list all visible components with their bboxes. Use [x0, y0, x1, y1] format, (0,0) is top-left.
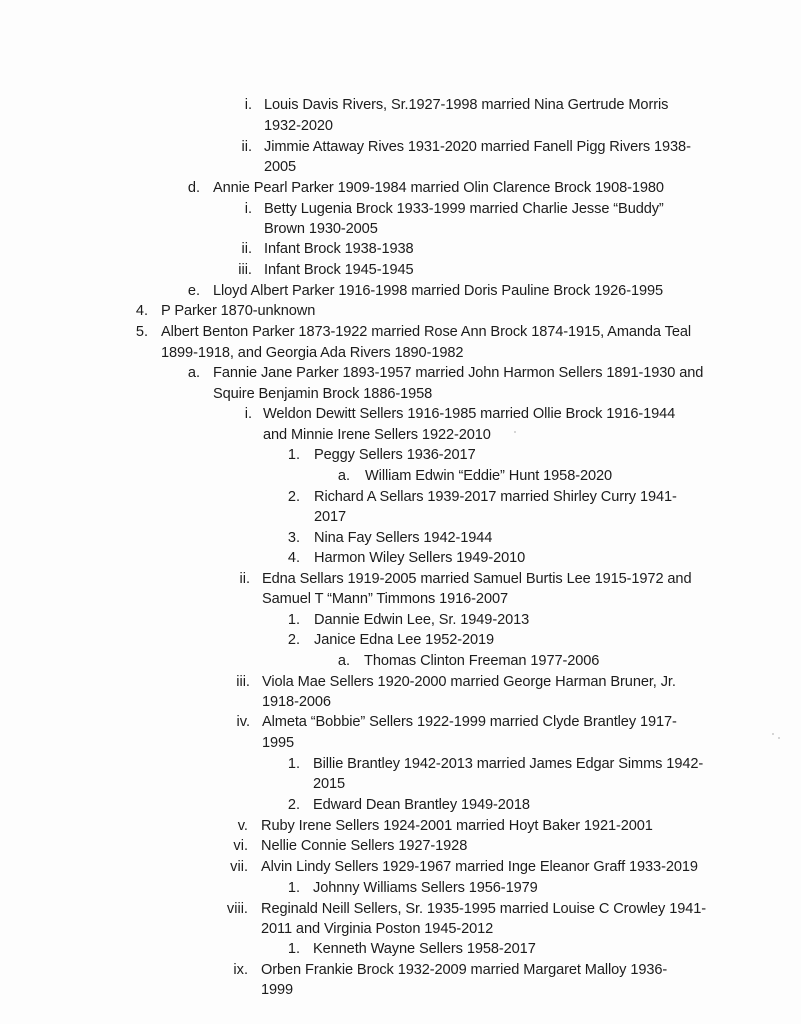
list-item: Annie Pearl Parker 1909-1984 married Olin Clarence Brock 1908-1980 [213, 180, 664, 196]
list-marker: ii. [239, 571, 250, 587]
list-item: Almeta “Bobbie” Sellers 1922-1999 married Clyde Brantley 1917- [262, 714, 677, 730]
list-marker: e. [187, 283, 200, 299]
list-item: Alvin Lindy Sellers 1929-1967 married Inge Eleanor Graff 1933-2019 [261, 859, 698, 875]
list-item: Jimmie Attaway Rives 1931-2020 married Fanell Pigg Rivers 1938- [264, 139, 691, 155]
list-item-continuation: and Minnie Irene Sellers 1922-2010 [263, 427, 491, 443]
list-marker: ii. [241, 139, 252, 155]
list-item: Lloyd Albert Parker 1916-1998 married Doris Pauline Brock 1926-1995 [213, 283, 664, 299]
list-item: Nellie Connie Sellers 1927-1928 [261, 838, 468, 854]
list-item: Orben Frankie Brock 1932-2009 married Margaret Malloy 1936- [261, 962, 668, 978]
list-marker: 2. [287, 632, 300, 648]
list-item-continuation: Squire Benjamin Brock 1886-1958 [213, 386, 433, 402]
list-item: Richard A Sellars 1939-2017 married Shirley Curry 1941- [314, 489, 677, 505]
list-marker: 5. [135, 324, 148, 340]
list-item: Johnny Williams Sellers 1956-1979 [313, 880, 538, 896]
list-marker: 4. [135, 303, 148, 319]
list-item: Billie Brantley 1942-2013 married James Edgar Simms 1942- [313, 756, 704, 772]
list-item: Ruby Irene Sellers 1924-2001 married Hoyt Baker 1921-2001 [261, 818, 653, 834]
list-item: Reginald Neill Sellers, Sr. 1935-1995 married Louise C Crowley 1941- [261, 901, 707, 917]
scan-speck [778, 737, 780, 739]
list-item-continuation: 2011 and Virginia Poston 1945-2012 [261, 921, 494, 937]
list-item: Albert Benton Parker 1873-1922 married Rose Ann Brock 1874-1915, Amanda Teal [161, 324, 692, 340]
list-marker: 1. [287, 612, 300, 628]
list-marker: a. [337, 653, 350, 669]
list-marker: 1. [287, 880, 300, 896]
list-marker: a. [187, 365, 200, 381]
list-marker: 1. [287, 447, 300, 463]
list-item-continuation: Samuel T “Mann” Timmons 1916-2007 [262, 591, 508, 607]
list-marker: ii. [241, 241, 252, 257]
list-item: Fannie Jane Parker 1893-1957 married John Harmon Sellers 1891-1930 and [213, 365, 704, 381]
list-marker: 2. [287, 489, 300, 505]
list-marker: viii. [226, 901, 248, 917]
list-marker: i. [244, 201, 252, 217]
list-marker: 4. [287, 550, 300, 566]
list-marker: i. [244, 406, 252, 422]
list-item: Betty Lugenia Brock 1933-1999 married Charlie Jesse “Buddy” [264, 201, 664, 217]
list-marker: 2. [287, 797, 300, 813]
list-item-continuation: 1899-1918, and Georgia Ada Rivers 1890-1982 [161, 345, 464, 361]
list-item-continuation: 2015 [313, 776, 346, 792]
list-marker: ix. [233, 962, 248, 978]
list-item-continuation: 1995 [262, 735, 295, 751]
list-item-continuation: 1932-2020 [264, 118, 333, 134]
list-item: Edna Sellars 1919-2005 married Samuel Burtis Lee 1915-1972 and [262, 571, 692, 587]
list-item: Viola Mae Sellers 1920-2000 married George Harman Bruner, Jr. [262, 674, 676, 690]
list-item: Louis Davis Rivers, Sr.1927-1998 married Nina Gertrude Morris [264, 97, 669, 113]
list-item: Peggy Sellers 1936-2017 [314, 447, 476, 463]
list-item: P Parker 1870-unknown [161, 303, 316, 319]
list-item: Weldon Dewitt Sellers 1916-1985 married Ollie Brock 1916-1944 [263, 406, 676, 422]
list-marker: i. [244, 97, 252, 113]
list-item: Nina Fay Sellers 1942-1944 [314, 530, 493, 546]
list-marker: 1. [287, 941, 300, 957]
list-item-continuation: Brown 1930-2005 [264, 221, 378, 237]
list-item-continuation: 2005 [264, 159, 297, 175]
list-marker: 1. [287, 756, 300, 772]
list-marker: iv. [236, 714, 250, 730]
list-item: Infant Brock 1945-1945 [264, 262, 414, 278]
list-marker: vi. [233, 838, 248, 854]
list-item: Harmon Wiley Sellers 1949-2010 [314, 550, 526, 566]
list-item: Edward Dean Brantley 1949-2018 [313, 797, 530, 813]
list-marker: d. [187, 180, 200, 196]
list-item: Dannie Edwin Lee, Sr. 1949-2013 [314, 612, 530, 628]
list-marker: iii. [236, 674, 250, 690]
list-marker: 3. [287, 530, 300, 546]
list-marker: iii. [238, 262, 252, 278]
list-marker: a. [337, 468, 350, 484]
list-item: Kenneth Wayne Sellers 1958-2017 [313, 941, 536, 957]
list-item: William Edwin “Eddie” Hunt 1958-2020 [365, 468, 613, 484]
list-item-continuation: 1999 [261, 982, 294, 998]
scan-speck [514, 431, 516, 433]
list-marker: vii. [230, 859, 248, 875]
list-item-continuation: 1918-2006 [262, 694, 331, 710]
list-item: Infant Brock 1938-1938 [264, 241, 414, 257]
scan-speck [772, 733, 774, 735]
list-item-continuation: 2017 [314, 509, 347, 525]
list-item: Janice Edna Lee 1952-2019 [314, 632, 495, 648]
list-marker: v. [237, 818, 248, 834]
list-item: Thomas Clinton Freeman 1977-2006 [364, 653, 600, 669]
